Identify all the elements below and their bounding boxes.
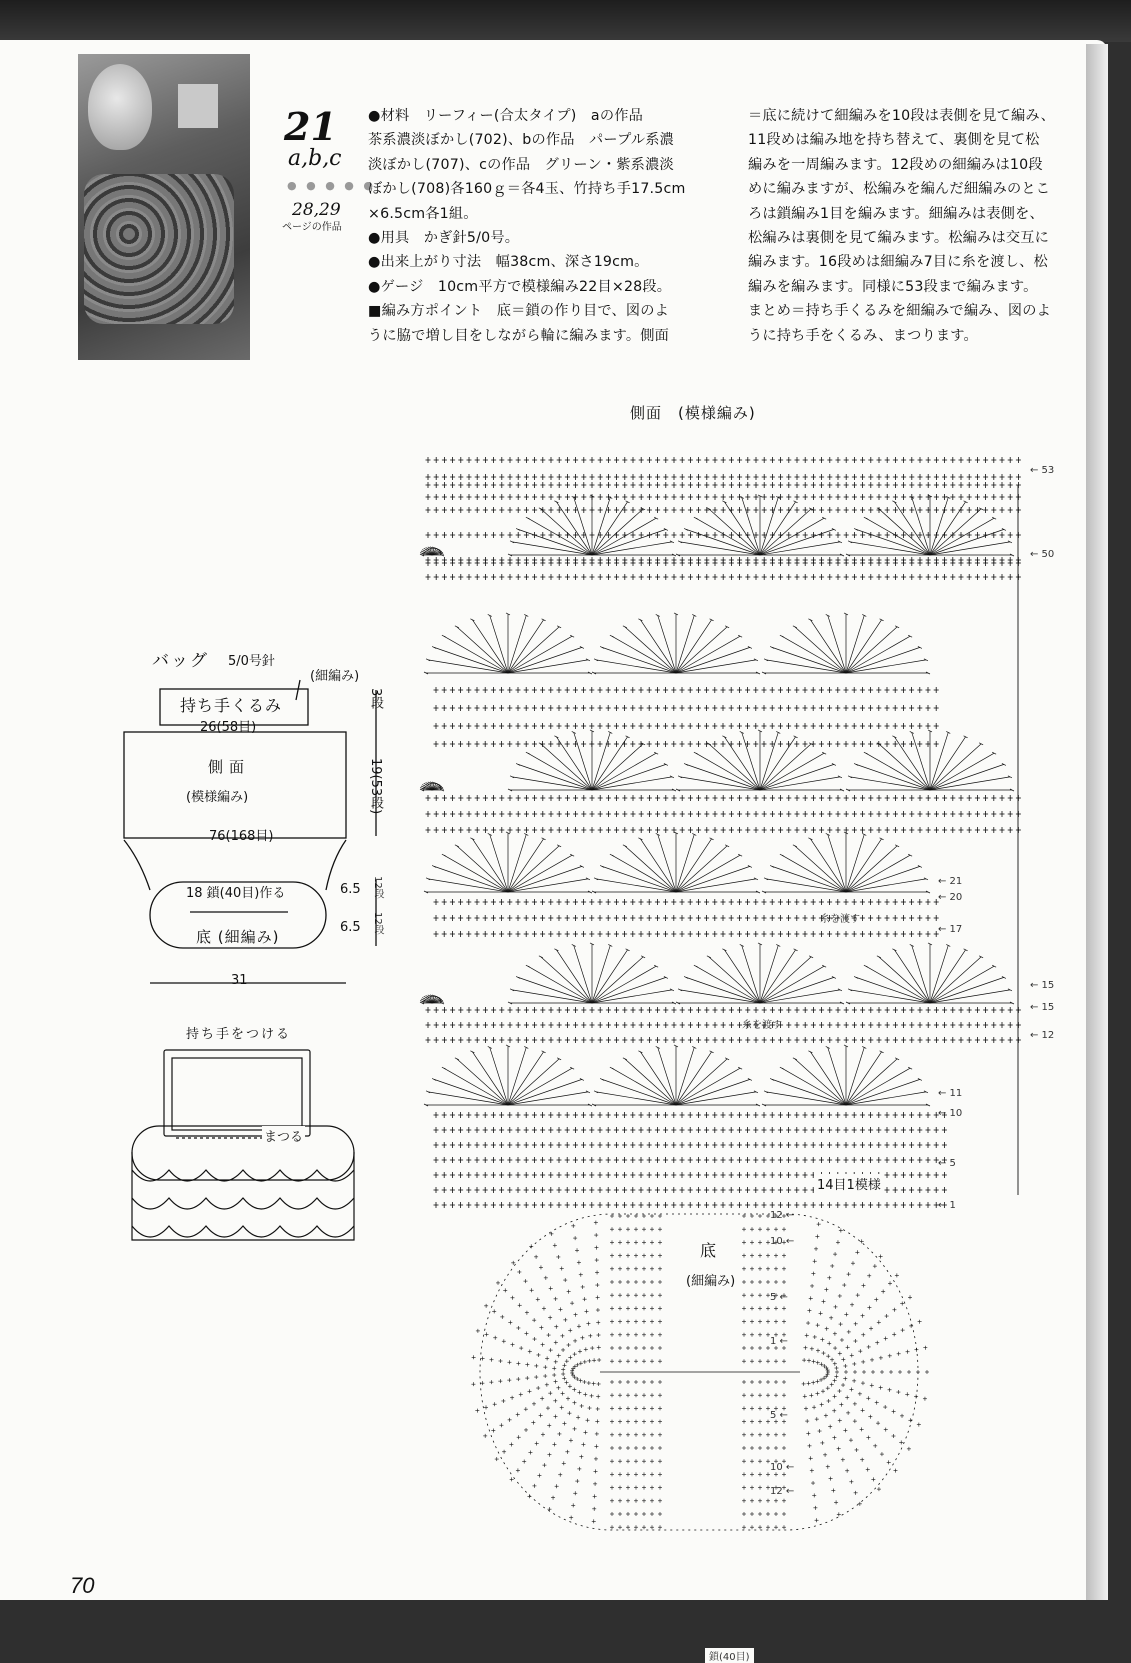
shell-0-1	[508, 495, 676, 556]
instruction-line: 編みます。16段めは細編み7目に糸を渡し、松	[748, 254, 1048, 271]
page-fold	[1086, 44, 1108, 1600]
instruction-line: ×6.5cm各1組。	[368, 205, 478, 222]
instruction-line: ぼかし(708)各160ｇ＝各4玉、竹持ち手17.5cm	[368, 181, 686, 198]
base-straight-row-top-8	[610, 1320, 786, 1324]
shell-1-2	[762, 613, 930, 674]
photo-pages: 28,29	[292, 200, 341, 220]
page-number: 70	[70, 1573, 95, 1598]
handle-width: 26(58目)	[200, 720, 257, 735]
instruction-line: ●用具 かぎ針5/0号。	[368, 230, 520, 247]
stitch-row-3-0	[434, 899, 939, 905]
carry-yarn-note-1: 糸を渡す	[820, 914, 860, 925]
base-straight-row-top-9	[610, 1333, 786, 1337]
shell-row-3	[132, 1226, 354, 1237]
base-width: 31	[228, 973, 251, 988]
stitch-row-0-1	[426, 457, 1021, 463]
shell-4-1	[508, 943, 676, 1004]
base-straight-row-top-3	[610, 1254, 786, 1258]
instruction-line: 茶系濃淡ぼかし(702)、bの作品 パープル系濃	[368, 132, 675, 149]
shell-5-1	[592, 1045, 760, 1106]
base-straight-row-top-0	[610, 1214, 786, 1218]
shell-2-1	[508, 730, 676, 791]
instruction-line: 淡ぼかし(707)、cの作品 グリーン・紫系濃淡	[368, 156, 674, 173]
stitch-row-5-6	[434, 1202, 947, 1208]
side-width: 76(168目)	[206, 825, 277, 844]
base-straight-row-bottom-0	[610, 1380, 786, 1384]
base-stitch-chart	[471, 1214, 929, 1530]
base-straight-row-bottom-1	[610, 1393, 786, 1397]
instruction-line: ●出来上がり寸法 幅38cm、深さ19cm。	[368, 254, 649, 271]
page	[0, 40, 1107, 1663]
stitch-row-1-3	[434, 741, 939, 747]
base-straight-row-bottom-10	[610, 1512, 786, 1516]
project-variants: a,b,c	[288, 146, 342, 171]
shell-1-0	[424, 613, 592, 674]
needle-size: 5/0号針	[228, 654, 275, 669]
shell-row-2	[132, 1198, 354, 1209]
side-row-number: ← 15	[1030, 1002, 1055, 1013]
base-straight-row-bottom-4	[610, 1433, 786, 1437]
instruction-line: ＝底に続けて細編みを10段は表側を見て編み、	[748, 108, 1056, 124]
stitch-row-2-0	[426, 795, 1021, 801]
instruction-line: めに編みますが、松編みを編んだ細編みのとこ	[748, 181, 1051, 198]
side-row-number: ← 20	[938, 892, 963, 903]
shell-0-2	[676, 495, 844, 556]
sew-label: まつる	[262, 1126, 305, 1145]
repeat-note: 14目1模様	[814, 1174, 884, 1193]
base-straight-row-bottom-8	[610, 1486, 786, 1490]
attach-illustration	[132, 1050, 354, 1240]
base-label: 底 (細編み)	[196, 928, 280, 946]
instruction-line: ●ゲージ 10cm平方で模様編み22目×28段。	[368, 278, 672, 295]
stitch-row-5-3	[434, 1157, 947, 1163]
base-straight-row-bottom-11	[610, 1525, 786, 1529]
handle-frame	[164, 1050, 310, 1136]
decorative-dots: ● ● ● ● ●	[287, 179, 376, 192]
bag-schematic	[124, 680, 376, 983]
stitch-row-49	[426, 574, 1021, 580]
handle-stitch-pointer	[296, 680, 300, 700]
base-straight-row-top-11	[610, 1359, 786, 1363]
base-straight-row-top-7	[610, 1306, 786, 1310]
handle-stitch: (細編み)	[310, 669, 360, 684]
stitch-row-1-1	[434, 705, 939, 711]
stitch-row-4-0	[426, 1007, 1021, 1013]
schematic-title: バッグ	[152, 651, 209, 671]
stitch-row-0-3	[426, 507, 1021, 513]
shell-3-1	[592, 832, 760, 893]
side-row-number: ← 1	[938, 1200, 956, 1211]
side-panel-shape	[124, 732, 346, 838]
stitch-row-5-0	[434, 1112, 947, 1118]
shell-row-1	[132, 1170, 354, 1181]
instruction-line: まとめ＝持ち手くるみを細編みで編み、図のよ	[748, 303, 1051, 320]
side-label: 側面	[208, 758, 251, 776]
stitch-row-50	[426, 560, 1021, 566]
side-row-number: ← 21	[938, 876, 963, 887]
base-row-number: 10 ←	[770, 1236, 795, 1247]
base-row-number: 5 ←	[770, 1292, 788, 1303]
base-chain-count: 鎖(40目)	[705, 1648, 754, 1663]
stitch-row-2-2	[426, 827, 1021, 833]
base-chart-stitch: (細編み)	[686, 1274, 736, 1289]
base-chart-title: 底	[700, 1241, 717, 1260]
side-rows: 19(53段)	[368, 758, 383, 815]
stitch-row-2-1	[426, 811, 1021, 817]
base-row-number: 10 ←	[770, 1462, 795, 1473]
side-row-number: ← 10	[938, 1108, 963, 1119]
base-rows-2: 12段	[372, 912, 383, 935]
base-row-number: 1 ←	[770, 1336, 788, 1347]
side-row-number: ← 53	[1030, 465, 1055, 476]
shell-4-3	[846, 943, 1014, 1004]
instruction-line: 編みを編みます。同様に53段まで編みます。	[748, 278, 1038, 295]
stitch-row-4-1	[426, 1022, 1021, 1028]
stitch-row-4-2	[426, 1037, 1021, 1043]
instruction-line: 松編みは裏側を見て編みます。松編みは交互に	[748, 230, 1050, 247]
base-straight-row-top-10	[610, 1346, 786, 1350]
attach-title: 持ち手をつける	[186, 1027, 292, 1042]
base-straight-row-bottom-2	[610, 1406, 786, 1410]
handle-inner	[172, 1058, 302, 1130]
side-to-base-line-right	[326, 840, 346, 890]
handle-rows: 3段	[368, 688, 383, 710]
side-to-base-line-left	[124, 840, 150, 890]
base-rows-1: 12段	[372, 876, 383, 899]
base-straight-row-bottom-6	[610, 1459, 786, 1463]
shell-4-0	[420, 995, 444, 1004]
base-straight-row-bottom-7	[610, 1472, 786, 1476]
side-row-number: ← 50	[1030, 549, 1055, 560]
side-row-number: ← 15	[1030, 980, 1055, 991]
carry-yarn-note-2: 糸を渡す	[742, 1020, 782, 1031]
base-straight-row-bottom-3	[610, 1420, 786, 1424]
handle-label: 持ち手くるみ	[180, 696, 283, 715]
stitch-row-top-53	[426, 474, 1021, 480]
side-row-number: ← 12	[1030, 1030, 1055, 1041]
stitch-row-1-2	[434, 723, 939, 729]
base-row-number: 12 ←	[770, 1210, 795, 1221]
handle-cover-roll	[132, 1126, 354, 1180]
shell-4-2	[676, 943, 844, 1004]
stitch-row-5-1	[434, 1127, 947, 1133]
base-height-2: 6.5	[340, 920, 361, 935]
base-straight-row-bottom-5	[610, 1446, 786, 1450]
shell-3-0	[424, 832, 592, 893]
shell-0-0	[420, 547, 444, 556]
side-pattern-chart	[420, 457, 1021, 1208]
shell-3-2	[762, 832, 930, 893]
project-number: 21	[284, 104, 337, 149]
photo-pages-note: ページの作品	[282, 222, 342, 233]
instruction-line: 11段めは編み地を持ち替えて、裏側を見て松	[748, 132, 1040, 149]
stitch-row-3-2	[434, 931, 939, 937]
stitch-row-0-4	[426, 532, 1021, 538]
shell-2-2	[676, 730, 844, 791]
stitch-row-0-2	[426, 482, 1021, 488]
instruction-line: うに脇で増し目をしながら輪に編みます。側面	[368, 327, 670, 344]
shell-5-0	[424, 1045, 592, 1106]
shell-1-1	[592, 613, 760, 674]
shell-2-3	[846, 730, 1014, 791]
instruction-line: 編みを一周編みます。12段めの細編みは10段	[748, 156, 1043, 173]
side-chart-title: 側面 (模様編み)	[630, 404, 756, 422]
base-chain-note: 18 鎖(40目)作る	[186, 886, 286, 901]
instruction-line: ろは鎖編み1目を編みます。細編みは表側を、	[748, 205, 1044, 222]
stitch-row-1-0	[434, 687, 939, 693]
stitch-row-5-2	[434, 1142, 947, 1148]
diagram-drawings	[0, 40, 1107, 1600]
side-row-number: ← 11	[938, 1088, 963, 1099]
base-straight-row-top-2	[610, 1240, 786, 1244]
base-outline	[480, 1214, 918, 1530]
shell-2-0	[420, 782, 444, 791]
stitch-row-3-1	[434, 915, 939, 921]
side-row-number: ← 17	[938, 924, 963, 935]
instruction-line: ■編み方ポイント 底＝鎖の作り目で、図のよ	[368, 303, 670, 320]
base-shape	[150, 882, 326, 948]
instruction-line: ●材料 リーフィー(合太タイプ) aの作品	[368, 108, 643, 124]
instruction-line: うに持ち手をくるみ、まつります。	[748, 327, 978, 344]
base-straight-row-top-6	[610, 1293, 786, 1297]
handle-cover-shape	[160, 689, 308, 725]
base-straight-row-bottom-9	[610, 1499, 786, 1503]
base-height-1: 6.5	[340, 882, 361, 897]
base-straight-row-top-1	[610, 1227, 786, 1231]
base-row-number: 5 ←	[770, 1410, 788, 1421]
shell-0-3	[846, 495, 1014, 556]
scan-shadow	[0, 0, 1131, 42]
side-stitch: (模様編み)	[186, 790, 249, 805]
side-row-number: ← 5	[938, 1158, 956, 1169]
base-row-number: 12 ←	[770, 1486, 795, 1497]
shell-5-2	[762, 1045, 930, 1106]
